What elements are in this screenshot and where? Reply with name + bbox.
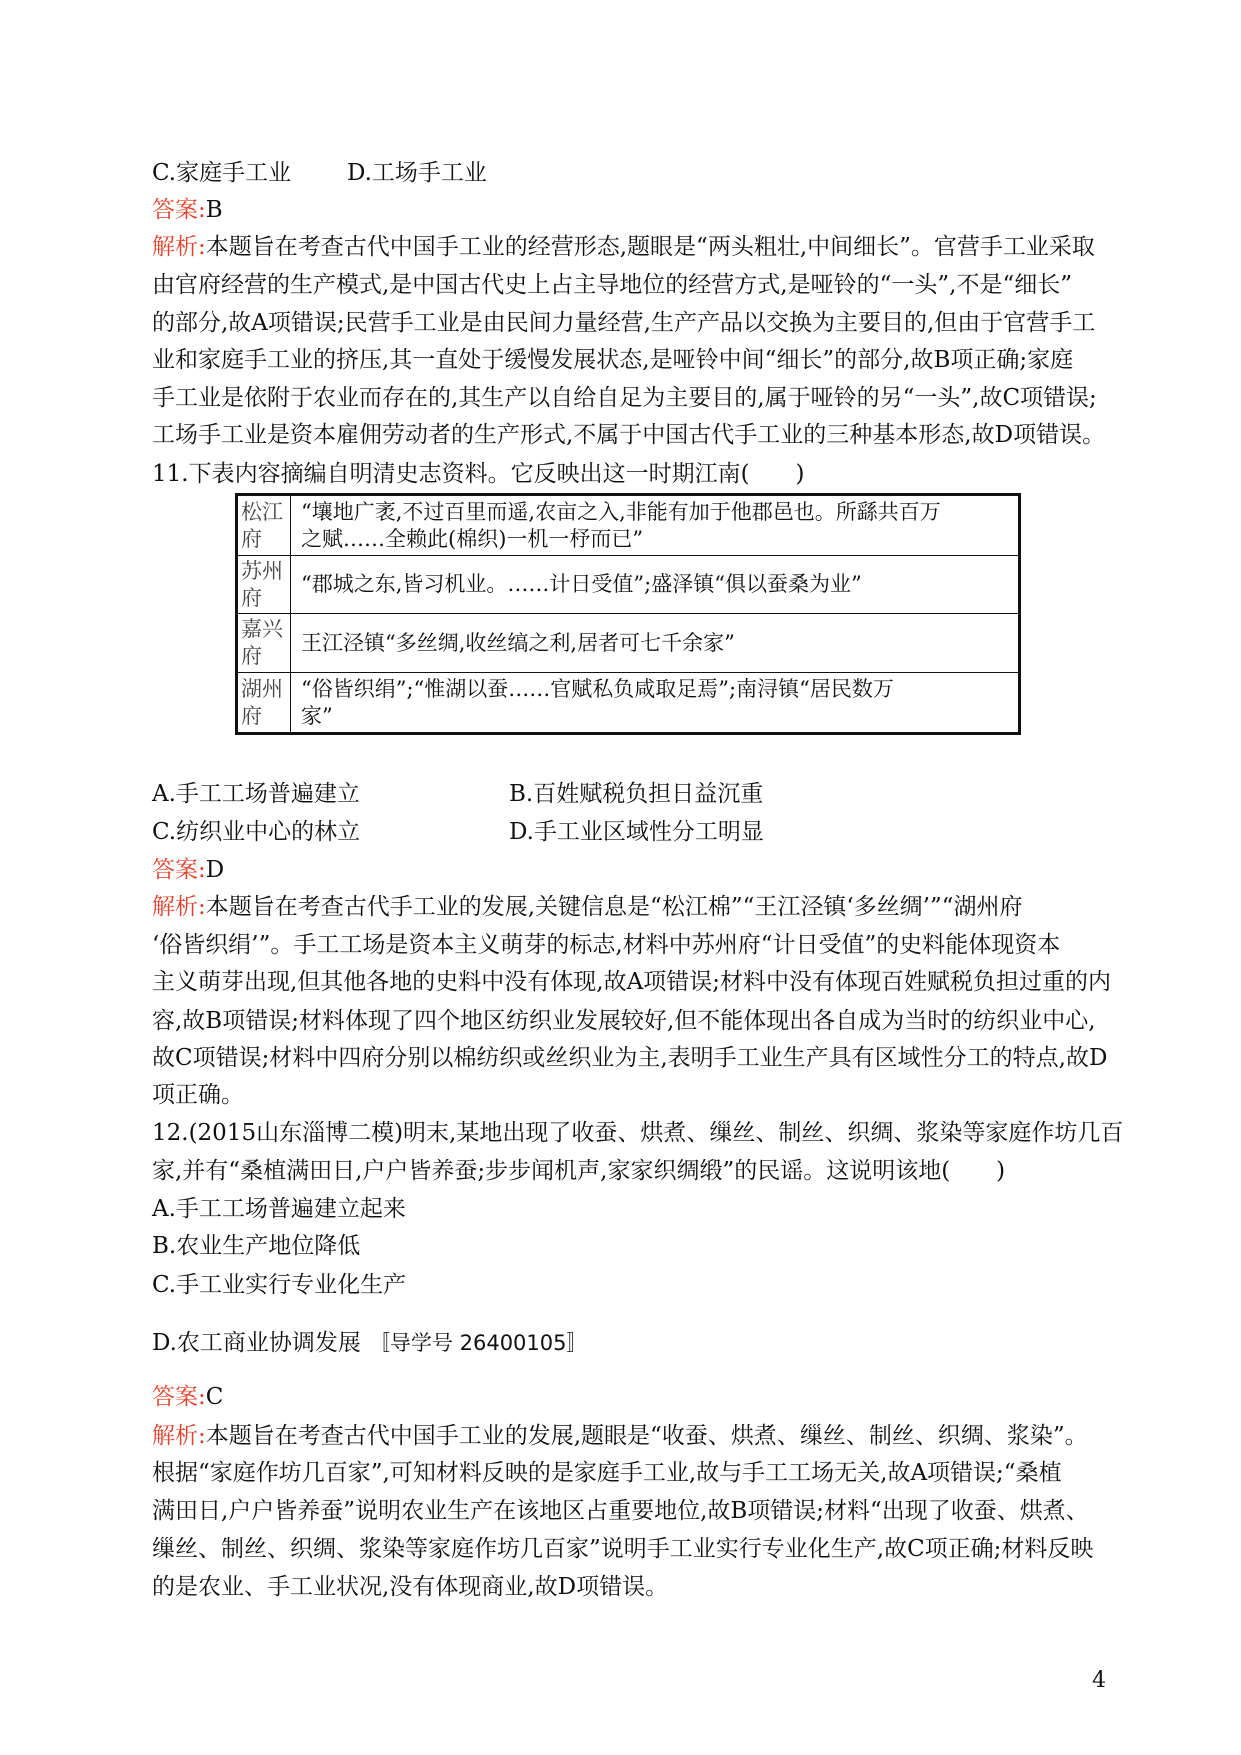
content-cell: [291, 673, 1018, 732]
answer-value: C: [205, 1384, 224, 1410]
q10-answer: [152, 197, 223, 223]
region-cell: [238, 614, 291, 672]
region-cell: [238, 496, 291, 555]
analysis-text: 本题旨在考查古代中国手工业的发展,题眼是“收蚕、烘煮、缫丝、制丝、织绸、浆染”。: [205, 1423, 1088, 1449]
answer-label: 答案:: [152, 1384, 206, 1410]
q11-analysis-line: 容,故B项错误;材料体现了四个地区纺织业发展较好,但不能体现出各自成为当时的纺织业中心,: [152, 1008, 1096, 1034]
q10-option-c: C.家庭手工业: [152, 160, 292, 186]
q10-analysis-line: 由官府经营的生产模式,是中国古代史上占主导地位的经营方式,是哑铃的“一头”,不是“细长”: [152, 272, 1072, 298]
answer-value: B: [205, 197, 223, 223]
table-row: [238, 613, 1018, 672]
table-row: [238, 496, 1018, 555]
q10-analysis-line: 手工业是依附于农业而存在的,其生产以自给自足为主要目的,属于哑铃的另“一头”,故C项错误;: [152, 385, 1097, 411]
table-row: [238, 555, 1018, 613]
cell-line: “郡城之东,皆习机业。……计日受值”;盛泽镇“俱以蚕桑为业”: [301, 572, 862, 596]
cell-line: “俗皆织绢”;“惟湖以蚕……官赋私负咸取足焉”;南浔镇“居民数万: [301, 676, 894, 701]
gazetteer-table: [235, 493, 1021, 735]
q11-option-c: C.纺织业中心的林立: [152, 819, 361, 845]
region-name: 湖州府: [241, 676, 283, 728]
content-cell: [291, 614, 1018, 672]
region-cell: [238, 673, 291, 732]
analysis-text: 本题旨在考查古代手工业的发展,关键信息是“松江棉”“王江泾镇‘多丝绸’”“湖州府: [205, 894, 1023, 920]
cell-line: 家”: [301, 703, 333, 728]
q12-option-d-line: [152, 1330, 588, 1356]
analysis-label: 解析:: [152, 234, 206, 260]
region-name: 苏州府: [241, 558, 283, 610]
guide-number: 〚导学号 26400105〛: [368, 1331, 588, 1355]
q11-option-a: A.手工工场普遍建立: [152, 781, 360, 807]
q11-option-d: D.手工业区域性分工明显: [509, 819, 764, 845]
q12-option-a: A.手工工场普遍建立起来: [152, 1196, 406, 1222]
q12-option-c: C.手工业实行专业化生产: [152, 1272, 407, 1298]
page-number: 4: [1092, 1668, 1106, 1693]
q11-answer: [152, 857, 224, 883]
q10-analysis-line: 的部分,故A项错误;民营手工业是由民间力量经营,生产产品以交换为主要目的,但由于官营手工: [152, 310, 1096, 336]
answer-label: 答案:: [152, 197, 206, 223]
q12-answer: [152, 1384, 223, 1410]
answer-label: 答案:: [152, 857, 206, 883]
q12-analysis-line: 满田日,户户皆养蚕”说明农业生产在该地区占重要地位,故B项错误;材料“出现了收蚕、烘煮、: [152, 1498, 1089, 1524]
q11-option-b: B.百姓赋税负担日益沉重: [509, 781, 764, 807]
region-name: 嘉兴府: [241, 617, 283, 668]
q10-option-d: D.工场手工业: [347, 160, 487, 186]
q10-analysis-line: [152, 234, 1095, 260]
cell-line: 之赋……全赖此(棉织)一机一杼而已”: [301, 526, 644, 551]
cell-line: “壤地广袤,不过百里而遥,农亩之入,非能有加于他郡邑也。所繇共百万: [301, 499, 941, 524]
content-cell: [291, 556, 1018, 613]
q12-analysis-line: 根据“家庭作坊几百家”,可知材料反映的是家庭手工业,故与手工工场无关,故A项错误;“桑植: [152, 1460, 1062, 1486]
q11-analysis-line: 故C项错误;材料中四府分别以棉纺织或丝织业为主,表明手工业生产具有区域性分工的特点,故D: [152, 1045, 1108, 1071]
q12-option-d: D.农工商业协调发展: [152, 1330, 361, 1356]
answer-value: D: [205, 857, 225, 883]
analysis-label: 解析:: [152, 1423, 206, 1449]
q12-option-b: B.农业生产地位降低: [152, 1233, 361, 1259]
q11-analysis-line: 主义萌芽出现,但其他各地的史料中没有体现,故A项错误;材料中没有体现百姓赋税负担过重的内: [152, 969, 1111, 995]
q11-analysis-line: ‘俗皆织绢’”。手工工场是资本主义萌芽的标志,材料中苏州府“计日受值”的史料能体现资本: [152, 932, 1061, 958]
q12-analysis-line: 的是农业、手工业状况,没有体现商业,故D项错误。: [152, 1574, 669, 1600]
q12-stem-line: 12.(2015山东淄博二模)明末,某地出现了收蚕、烘煮、缫丝、制丝、织绸、浆染等家庭作坊几百: [152, 1120, 1124, 1146]
q12-analysis-line: [152, 1423, 1088, 1449]
q10-analysis-line: 业和家庭手工业的挤压,其一直处于缓慢发展状态,是哑铃中间“细长”的部分,故B项正确;家庭: [152, 347, 1074, 373]
q11-stem: 11.下表内容摘编自明清史志资料。它反映出这一时期江南( ): [152, 461, 805, 487]
region-cell: [238, 556, 291, 613]
q11-analysis-line: 项正确。: [152, 1082, 244, 1108]
analysis-text: 本题旨在考查古代中国手工业的经营形态,题眼是“两头粗壮,中间细长”。官营手工业采取: [205, 234, 1095, 260]
q11-analysis-line: [152, 894, 1022, 920]
q12-analysis-line: 缫丝、制丝、织绸、浆染等家庭作坊几百家”说明手工业实行专业化生产,故C项正确;材料反映: [152, 1536, 1094, 1562]
region-name: 松江府: [241, 499, 283, 551]
q12-stem-line: 家,并有“桑植满田日,户户皆养蚕;步步闻机声,家家织绸缎”的民谣。这说明该地( ): [152, 1158, 1006, 1184]
content-cell: [291, 496, 1018, 555]
cell-line: 王江泾镇“多丝绸,收丝缟之利,居者可七千余家”: [301, 630, 735, 655]
analysis-label: 解析:: [152, 894, 206, 920]
q10-analysis-line: 工场手工业是资本雇佣劳动者的生产形式,不属于中国古代手工业的三种基本形态,故D项错误。: [152, 422, 1106, 448]
table-row: [238, 672, 1018, 732]
